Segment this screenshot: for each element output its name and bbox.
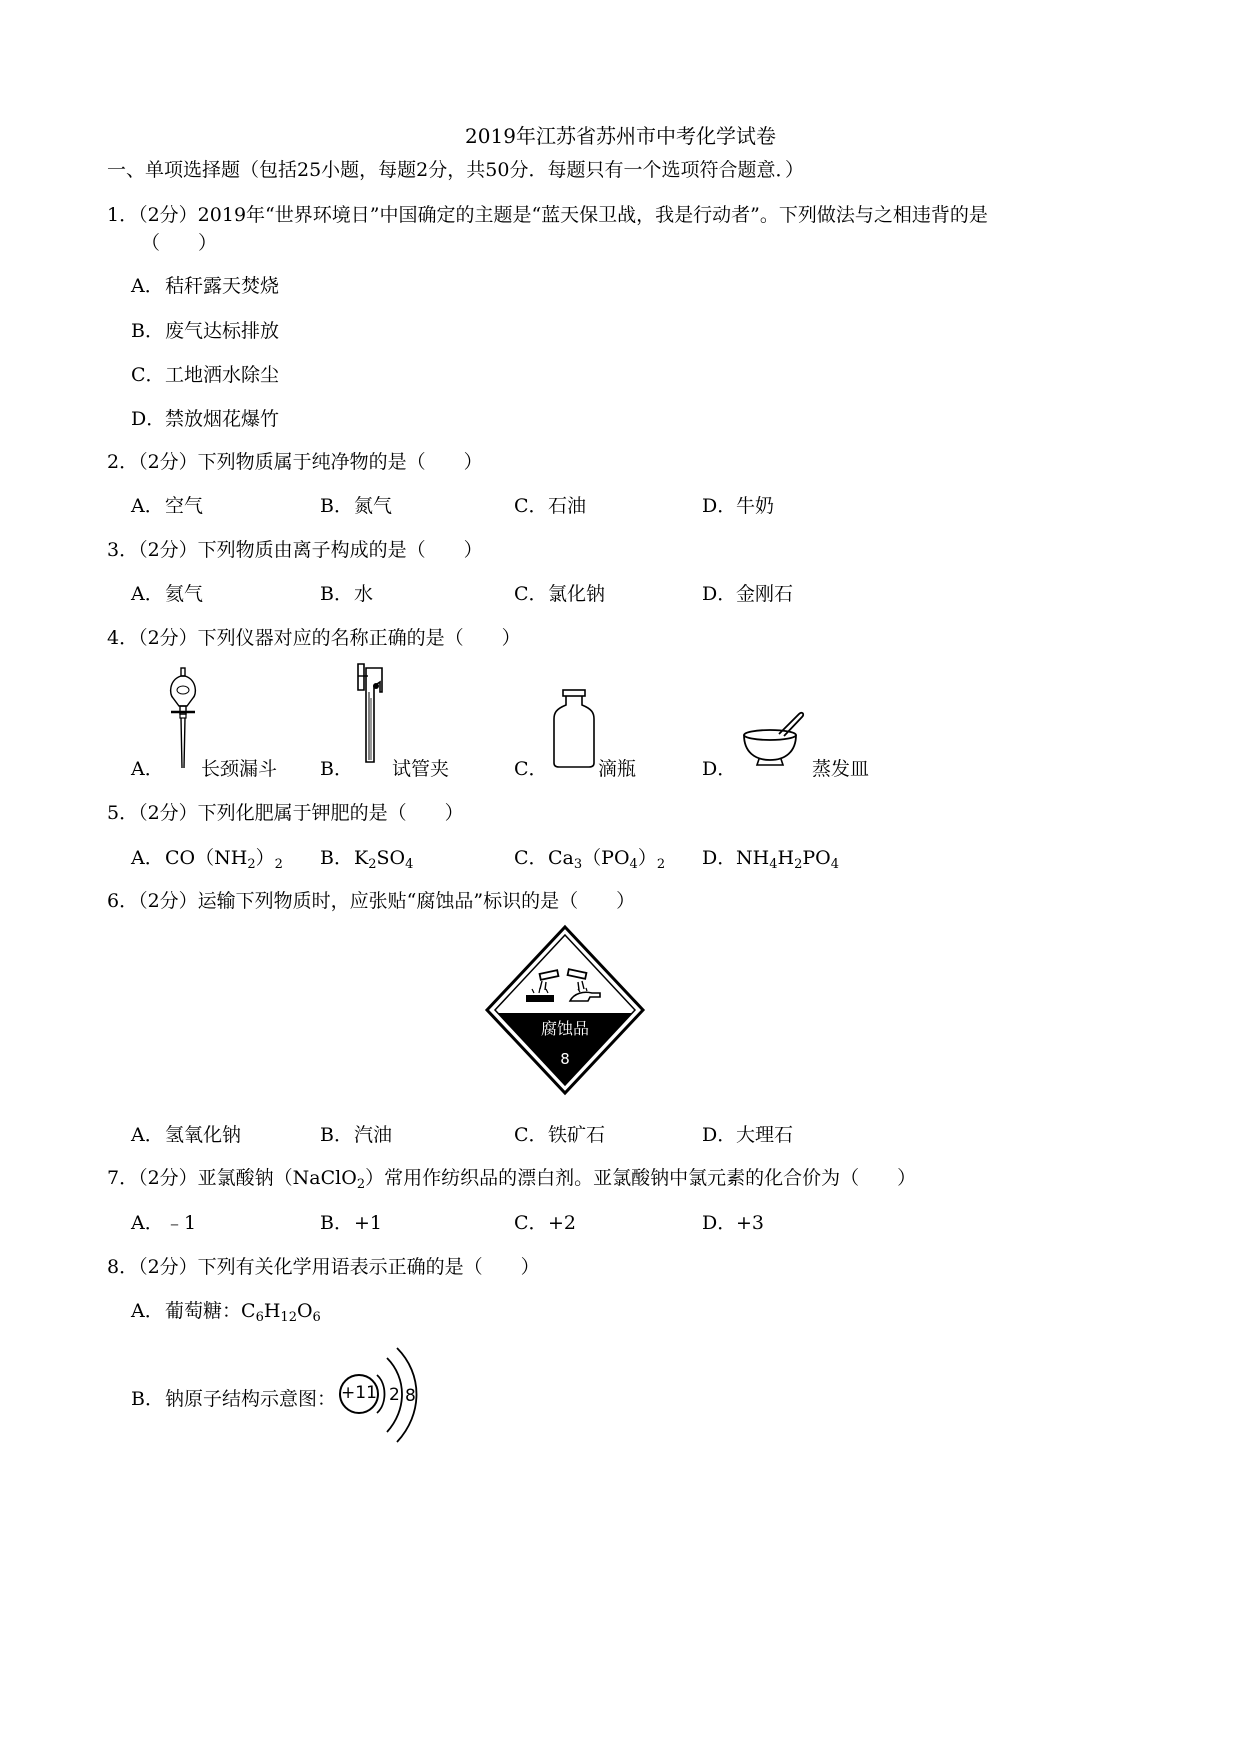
option-text: 铁矿石: [548, 1124, 606, 1146]
test-tube-clamp-image: [352, 662, 388, 766]
q5-option-d: [702, 843, 839, 872]
q5-option-c: [514, 843, 665, 872]
page-title: 2019年江苏省苏州市中考化学试卷: [465, 124, 776, 148]
atom-shell-1-electrons: 2: [389, 1385, 400, 1405]
q6-option-a: [131, 1120, 241, 1147]
option-letter: C．: [514, 1124, 548, 1146]
formula-subscript: 2: [247, 857, 256, 872]
q7-option-b: [320, 1208, 382, 1235]
q8-option-b: [131, 1384, 336, 1411]
q7-option-a: [131, 1208, 196, 1235]
formula-subscript: 2: [368, 857, 377, 872]
option-letter: C．: [514, 583, 548, 605]
formula-subscript: 6: [312, 1310, 321, 1325]
option-letter: A．: [131, 847, 164, 869]
q7-option-d: [702, 1208, 764, 1235]
q4-option-a-text: 长颈漏斗: [201, 758, 278, 780]
q7-stem: [107, 1163, 916, 1192]
formula-part: ）: [637, 847, 657, 869]
formula-subscript: 2: [794, 857, 803, 872]
option-letter: D．: [702, 847, 737, 869]
hazard-class-number: 8: [560, 1050, 570, 1068]
option-letter: A．: [131, 275, 164, 297]
corrosive-hazard-sign: [484, 925, 646, 1095]
q3-option-a: [131, 579, 203, 606]
option-text: ﹣1: [165, 1212, 197, 1234]
option-letter: D．: [702, 583, 737, 605]
option-letter: A．: [131, 583, 164, 605]
q2-stem: 2．（2分）下列物质属于纯净物的是（ ）: [107, 451, 483, 473]
q6-option-b: [320, 1120, 392, 1147]
formula-part: NH: [736, 847, 770, 869]
q3-option-c: [514, 579, 605, 606]
formula-subscript: 2: [356, 1177, 366, 1192]
option-letter: B．: [320, 758, 353, 780]
atom-shell-2-electrons: 8: [405, 1386, 416, 1406]
option-text: +2: [548, 1212, 577, 1234]
section-heading: 一、单项选择题（包括25小题，每题2分，共50分．每题只有一个选项符合题意．）: [107, 159, 804, 181]
option-text: +3: [736, 1212, 765, 1234]
formula-subscript: 2: [274, 857, 283, 872]
option-letter: A．: [131, 1124, 164, 1146]
formula-subscript: 4: [769, 857, 778, 872]
option-letter: B．: [320, 847, 353, 869]
atom-nucleus-charge: +11: [341, 1383, 377, 1403]
formula-part: SO: [376, 847, 406, 869]
q7-stem-part: ）常用作纺织品的漂白剂。亚氯酸钠中氯元素的化合价为（ ）: [365, 1167, 917, 1189]
option-letter: B．: [320, 1212, 353, 1234]
q1-option-d: [131, 404, 279, 431]
q1-option-c: [131, 360, 279, 387]
q1-answer-blank: （ ）: [141, 232, 218, 254]
q4-option-c-text: 滴瓶: [598, 758, 637, 780]
q3-option-d: [702, 579, 793, 606]
formula-part: C: [241, 1300, 256, 1322]
option-text: 空气: [165, 495, 204, 517]
q2-option-d: [702, 491, 774, 518]
q4-option-b-text: 试管夹: [392, 758, 450, 780]
option-letter: A．: [131, 758, 164, 780]
formula-part: O: [296, 1300, 313, 1322]
option-letter: B．: [320, 495, 353, 517]
option-text: 石油: [548, 495, 587, 517]
q5-stem: 5．（2分）下列化肥属于钾肥的是（ ）: [107, 802, 464, 824]
hazard-sign-label: 腐蚀品: [540, 1019, 589, 1038]
formula-subscript: 12: [280, 1310, 297, 1325]
formula-part: H: [777, 847, 795, 869]
separatory-funnel-image: [165, 668, 201, 772]
q3-option-b: [320, 579, 373, 606]
option-text: 氯化钠: [548, 583, 606, 605]
q5-option-a: [131, 843, 283, 872]
option-text: 大理石: [736, 1124, 794, 1146]
q1-stem: 1．（2分）2019年“世界环境日”中国确定的主题是“蓝天保卫战，我是行动者”。下列做法与之相违背的是: [107, 204, 988, 226]
option-letter: B．: [320, 1124, 353, 1146]
option-letter: D．: [702, 758, 737, 780]
option-text: 钠原子结构示意图：: [165, 1388, 337, 1410]
mortar-and-pestle-image: [741, 708, 807, 768]
q2-option-a: [131, 491, 203, 518]
q2-option-c: [514, 491, 586, 518]
formula-part: CO（NH: [165, 847, 248, 869]
option-text: 废气达标排放: [165, 320, 280, 342]
option-letter: C．: [514, 495, 548, 517]
option-letter: D．: [702, 1212, 737, 1234]
option-text: 氦气: [165, 583, 204, 605]
option-letter: D．: [131, 408, 166, 430]
formula-subscript: 4: [405, 857, 414, 872]
q4-option-d: [702, 754, 736, 781]
formula-part: K: [354, 847, 369, 869]
formula-part: （PO: [582, 847, 630, 869]
option-text: 氮气: [354, 495, 393, 517]
reagent-bottle-image: [552, 689, 596, 769]
option-letter: A．: [131, 1212, 164, 1234]
q1-option-b: [131, 316, 279, 343]
option-letter: D．: [702, 495, 737, 517]
q5-option-b: [320, 843, 413, 872]
q6-option-c: [514, 1120, 605, 1147]
formula-part: Ca: [548, 847, 574, 869]
option-letter: C．: [514, 847, 548, 869]
option-text: 水: [354, 583, 374, 605]
q3-stem: 3．（2分）下列物质由离子构成的是（ ）: [107, 539, 483, 561]
q4-option-b: [320, 754, 353, 781]
q7-option-c: [514, 1208, 576, 1235]
option-text: 金刚石: [736, 583, 794, 605]
q4-option-c: [514, 754, 548, 781]
q4-stem: 4．（2分）下列仪器对应的名称正确的是（ ）: [107, 627, 521, 649]
option-letter: A．: [131, 1300, 164, 1322]
q8-option-a: [131, 1296, 321, 1325]
formula-subscript: 4: [830, 857, 839, 872]
formula-part: ）: [255, 847, 275, 869]
option-letter: B．: [131, 320, 164, 342]
option-text: 葡萄糖：: [165, 1300, 242, 1322]
option-letter: C．: [131, 364, 165, 386]
formula-subscript: 6: [255, 1310, 264, 1325]
option-letter: D．: [702, 1124, 737, 1146]
option-text: 秸秆露天焚烧: [165, 275, 280, 297]
q6-stem: 6．（2分）运输下列物质时，应张贴“腐蚀品”标识的是（ ）: [107, 890, 636, 912]
q6-option-d: [702, 1120, 793, 1147]
q4-option-d-text: 蒸发皿: [812, 758, 870, 780]
formula-subscript: 2: [656, 857, 666, 872]
option-text: +1: [354, 1212, 383, 1234]
option-letter: B．: [131, 1388, 164, 1410]
option-text: 汽油: [354, 1124, 393, 1146]
option-text: 牛奶: [736, 495, 775, 517]
formula-subscript: 3: [573, 857, 583, 872]
option-letter: B．: [320, 583, 353, 605]
option-text: 禁放烟花爆竹: [165, 408, 280, 430]
q8-stem: 8．（2分）下列有关化学用语表示正确的是（ ）: [107, 1256, 540, 1278]
q1-option-a: [131, 271, 279, 298]
q2-option-b: [320, 491, 392, 518]
option-letter: C．: [514, 1212, 548, 1234]
formula-subscript: 4: [629, 857, 638, 872]
option-letter: A．: [131, 495, 164, 517]
option-letter: C．: [514, 758, 548, 780]
option-text: 氢氧化钠: [165, 1124, 242, 1146]
q4-option-a: [131, 754, 164, 781]
formula-part: H: [263, 1300, 281, 1322]
formula-part: PO: [802, 847, 831, 869]
option-text: 工地洒水除尘: [165, 364, 280, 386]
q7-stem-part: 7．（2分）亚氯酸钠（NaClO: [107, 1167, 357, 1189]
